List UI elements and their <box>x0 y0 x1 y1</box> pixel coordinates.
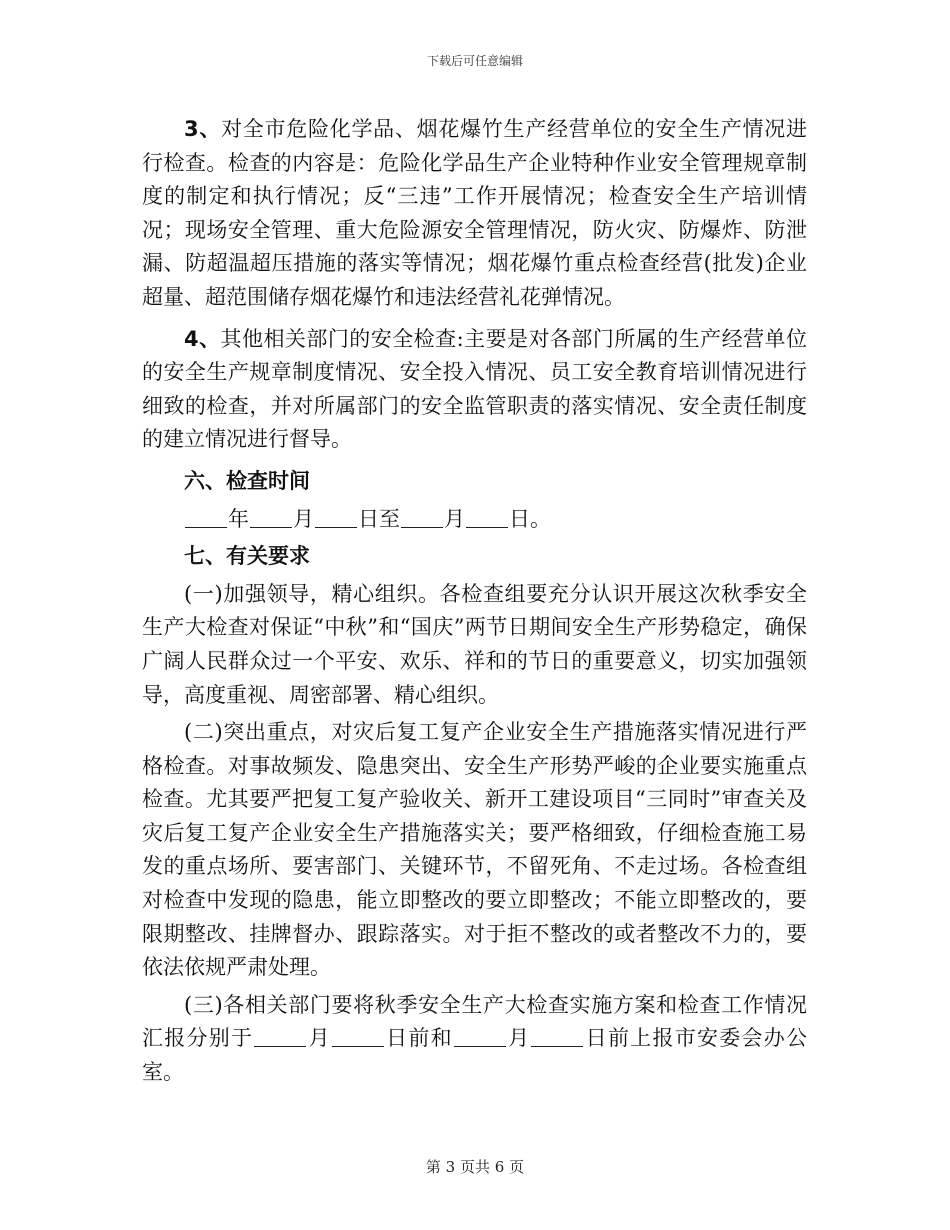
blank-line <box>254 1026 306 1047</box>
blank-line <box>250 507 292 528</box>
page-number-footer: 第 3 页共 6 页 <box>425 1158 525 1176</box>
paragraph-text: 对全市危险化学品、烟花爆竹生产经营单位的安全生产情况进行检查。检查的内容是：危险化学品生产企业特种作业安全管理规章制度的制定和执行情况；反“三违”工作开展情况；检查安全生产培训情况；现场安全管理、重大危险源安全管理情况，防火灾、防爆炸、防泄漏、防超温超压措施的落实等情况；烟花爆竹重点检查经营(批发)企业超量、超范围储存烟花爆竹和违法经营礼花弹情况。 <box>142 117 807 309</box>
page-header-note: 下载后可任意编辑 <box>426 54 523 68</box>
blank-line <box>454 1026 506 1047</box>
section-heading-inspection-time: 六、检查时间 <box>184 468 310 493</box>
item-number: 3、 <box>184 117 222 141</box>
blank-line <box>332 1026 384 1047</box>
blank-line <box>466 507 508 528</box>
inspection-time-line: 年 月 日至 月 日。 <box>142 503 807 537</box>
paragraph-item-3 <box>142 113 807 315</box>
section-heading-requirements: 七、有关要求 <box>184 544 310 569</box>
requirement-1: (一)加强领导，精心组织。各检查组要充分认识开展这次秋季安全生产大检查对保证“中秋”和“国庆”两节日期间安全生产形势稳定，确保广阔人民群众过一个平安、欢乐、祥和的节日的重要意义，切实加强领导，高度重视、周密部署、精心组织。 <box>142 581 807 707</box>
requirement-2: (二)突出重点，对灾后复工复产企业安全生产措施落实情况进行严格检查。对事故频发、隐患突出、安全生产形势严峻的企业要实施重点检查。尤其要严把复工复产验收关、新开工建设项目“三同时”审查关及灾后复工复产企业安全生产措施落实关；要严格细致，仔细检查施工易发的重点场所、要害部门、关键环节，不留死角、不走过场。各检查组对检查中发现的隐患，能立即整改的要立即整改；不能立即整改的，要限期整改、挂牌督办、跟踪落实。对于拒不整改的或者整改不力的，要依法依规严肃处理。 <box>142 720 807 980</box>
paragraph-item-4 <box>142 323 807 457</box>
requirement-3: (三)各相关部门要将秋季安全生产大检查实施方案和检查工作情况汇报分别于 月 日前和 月 日前上报市安委会办公室。 <box>142 992 808 1085</box>
item-number: 4、 <box>184 326 221 351</box>
blank-line <box>185 507 227 528</box>
blank-line <box>315 507 357 528</box>
blank-line <box>531 1026 583 1047</box>
blank-line <box>401 507 443 528</box>
document-body <box>142 113 807 1090</box>
paragraph-text: 其他相关部门的安全检查:主要是对各部门所属的生产经营单位的安全生产规章制度情况、安全投入情况、员工安全教育培训情况进行细致的检查，并对所属部门的安全监管职责的落实情况、安全责任制度的建立情况进行督导。 <box>142 326 807 452</box>
